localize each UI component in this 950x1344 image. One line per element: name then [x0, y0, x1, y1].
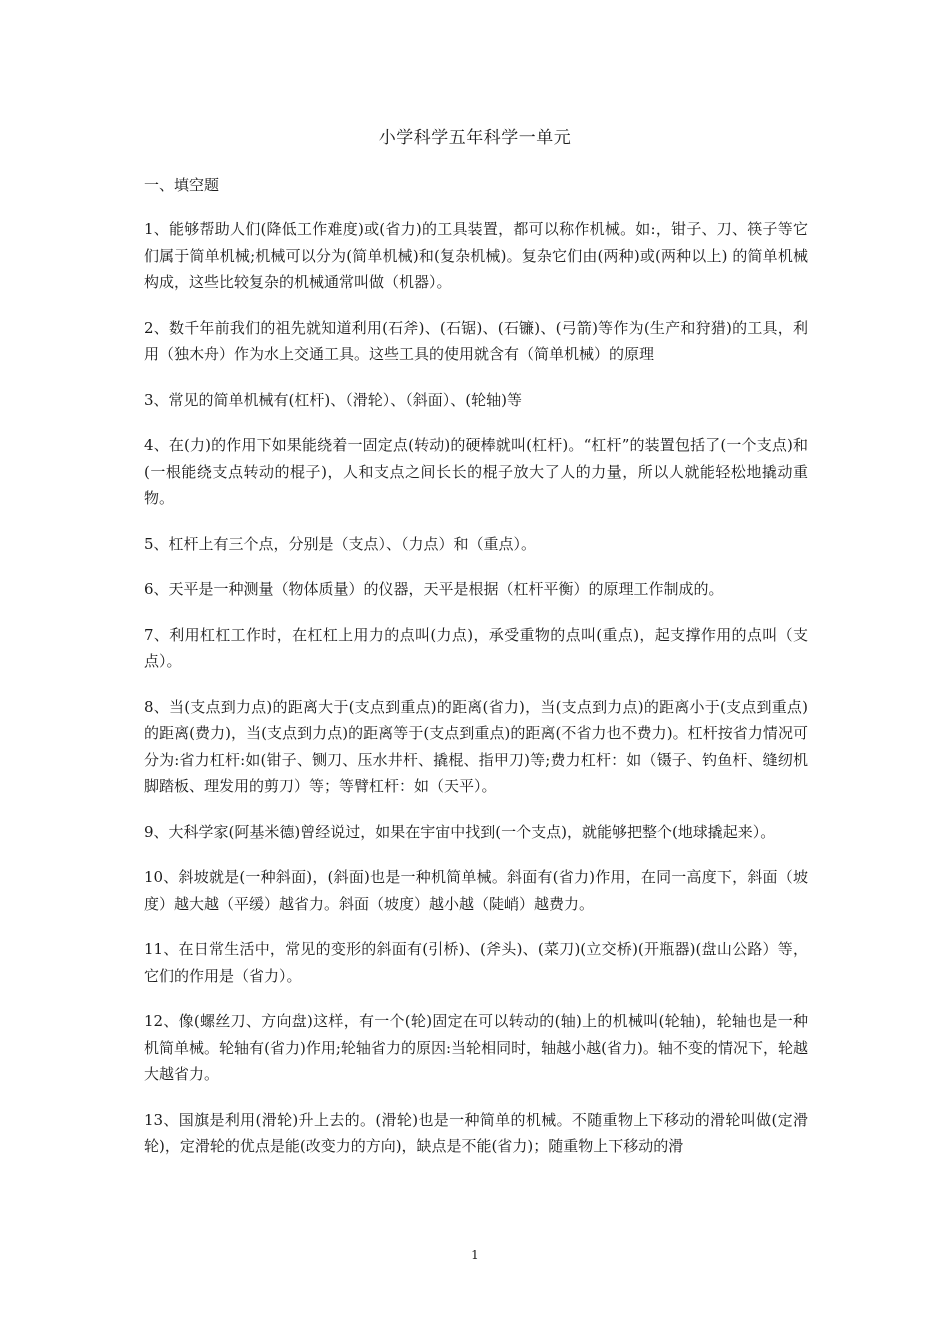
question-5: 5、杠杆上有三个点，分别是（支点）、（力点）和（重点）。 [144, 534, 537, 553]
question-12: 12、像(螺丝刀、方向盘)这样，有一个(轮)固定在可以转动的(轴)上的机械叫(轮轴)，轮轴也是一种机简单械。轮轴有(省力)作用;轮轴省力的原因:当轮相同时，轴越小越(省力)。轴不变的情况下，轮越大越省力。 [144, 1012, 808, 1083]
question-9: 9、大科学家(阿基米德)曾经说过，如果在宇宙中找到(一个支点)，就能够把整个(地球撬起来）。 [144, 822, 776, 841]
question-6: 6、天平是一种测量（物体质量）的仪器，天平是根据（杠杆平衡）的原理工作制成的。 [144, 580, 724, 598]
question-11: 11、在日常生活中，常见的变形的斜面有(引桥)、(斧头)、(菜刀)(立交桥)(开瓶器)(盘山公路）等，它们的作用是（省力）。 [144, 940, 808, 985]
question-7: 7、利用杠杠工作时，在杠杠上用力的点叫(力点)，承受重物的点叫(重点)，起支撑作用的点叫（支点）。 [144, 625, 808, 670]
question-2: 2、数千年前我们的祖先就知道利用(石斧)、(石锯)、(石镰)、(弓箭)等作为(生产和狩猎)的工具，利用（独木舟）作为水上交通工具。这些工具的使用就含有（简单机械）的原理 [144, 318, 808, 363]
question-8: 8、当(支点到力点)的距离大于(支点到重点)的距离(省力)，当(支点到力点)的距离小于(支点到重点)的距离(费力)，当(支点到力点)的距离等于(支点到重点)的距离(不省力也不费力)。杠杆按省力情况可分为:省力杠杆:如(钳子、铡刀、压水井杆、撬棍、指甲刀)等;费力杠杆：如（镊子、钓鱼杆、缝纫机脚踏板、理发用的剪刀）等；等臂杠杆：如（天平）。 [144, 697, 808, 795]
section-heading: 一、填空题 [144, 176, 220, 194]
question-1: 1、能够帮助人们(降低工作难度)或(省力)的工具装置，都可以称作机械。如:，钳子、刀、筷子等它们属于简单机械;机械可以分为(简单机械)和(复杂机械)。复杂它们由(两种)或(两种以上) 的简单机械构成，这些比较复杂的机械通常叫做（机器）。 [144, 220, 808, 291]
question-13: 13、国旗是利用(滑轮)升上去的。(滑轮)也是一种简单的机械。不随重物上下移动的滑轮叫做(定滑轮)，定滑轮的优点是能(改变力的方向)，缺点是不能(省力)；随重物上下移动的滑 [144, 1110, 808, 1155]
page-title: 小学科学五年科学一单元 [378, 128, 572, 148]
page-number: 1 [471, 1248, 479, 1262]
question-4: 4、在(力)的作用下如果能绕着一固定点(转动)的硬棒就叫(杠杆)。“杠杆”的装置包括了(一个支点)和(一根能绕支点转动的棍子)，人和支点之间长长的棍子放大了人的力量，所以人就能轻松地撬动重物。 [144, 436, 808, 507]
question-3: 3、常见的简单机械有(杠杆)、（滑轮）、（斜面）、(轮轴)等 [144, 390, 522, 409]
question-list [144, 216, 808, 1179]
question-10: 10、斜坡就是(一种斜面)，(斜面)也是一种机简单械。斜面有(省力)作用，在同一高度下，斜面（坡度）越大越（平缓）越省力。斜面（坡度）越小越（陡峭）越费力。 [144, 868, 808, 913]
